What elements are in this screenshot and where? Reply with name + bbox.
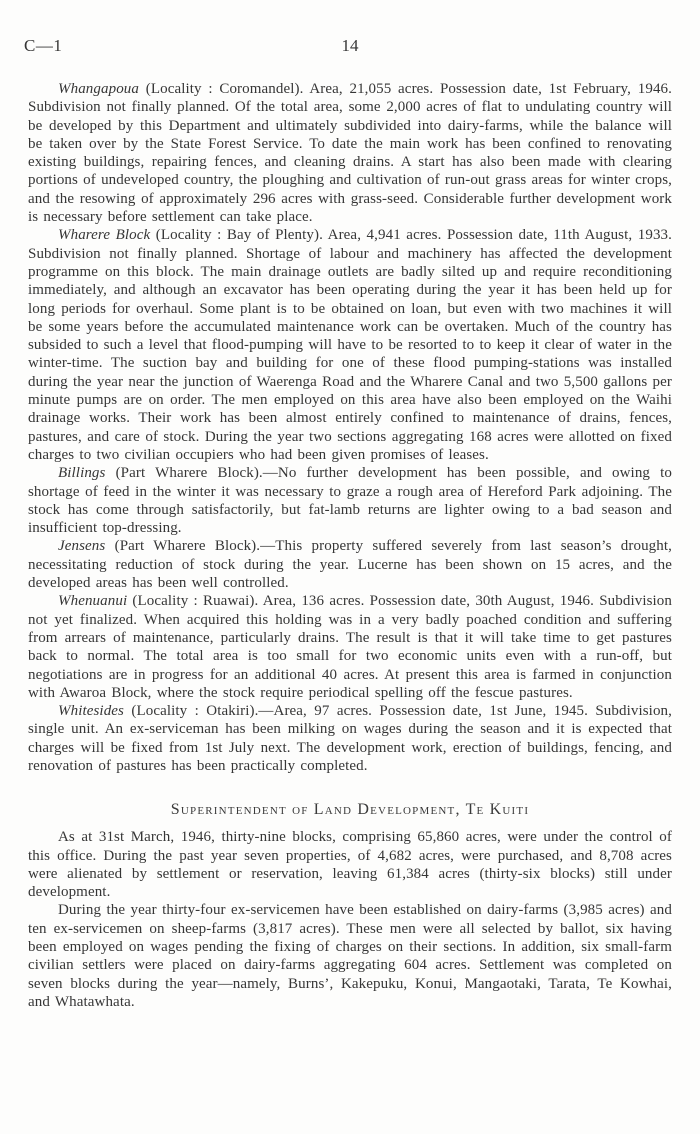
paragraph-whitesides [28, 702, 672, 775]
document-body [28, 80, 672, 1011]
paragraph-text: (Part Wharere Block).—This property suffered severely from last season’s drought, necessitating reduction of stock during the year. Lucerne has been shown on 15 acres, and the developed areas has been well controlled. [28, 538, 672, 592]
paragraph-whangapoua [28, 80, 672, 226]
paragraph-lead-italic: Jensens [58, 538, 106, 555]
paragraph-text: (Locality : Bay of Plenty). Area, 4,941 acres. Possession date, 11th August, 1933. Subdivision not finally planned. Shortage of labour and machinery has affected the development programme on this block. The main drainage outlets are badly silted up and require reconditioning immediately, and although an excavator has been operating during the year it has been held up for long periods for overhaul. Some plant is to be obtained on loan, but even with two machines it will be some years before the accumulated maintenance work can be overtaken. Much of the country has subsided to such a level that flood-pumping will have to be resorted to to keep it clear of water in the winter-time. The suction bay and building for one of these flood pumping-stations was installed during the year near the junction of Waerenga Road and the Wharere Canal and two 5,500 gallons per minute pumps are on order. The men employed on this area have also been employed on the Waihi drainage works. Their work has been almost entirely confined to maintenance of drains, fences, pastures, and care of stock. During the year two sections aggregating 168 acres were allotted on fixed charges to two civilian occupiers who had been given promises of leases. [28, 227, 672, 463]
paragraph-lead-italic: Whangapoua [58, 81, 139, 97]
paragraph-text: (Locality : Otakiri).—Area, 97 acres. Possession date, 1st June, 1945. Subdivision, single unit. An ex-serviceman has been milking on wages during the season and it is expected that charges will be fixed from 1st July next. The development work, erection of buildings, fencing, and renovation of pastures has been practically completed. [28, 703, 672, 774]
paragraph-jensens [28, 537, 672, 592]
paragraph-te-kuiti-settlement: During the year thirty-four ex-servicemen have been established on dairy-farms (3,985 acres) and ten ex-servicemen on sheep-farms (3,817 acres). These men were all selected by ballot, six having been employed on wages pending the fixing of charges on their sections. In addition, six small-farm civilian settlers were placed on dairy-farms aggregating 604 acres. Settlement was completed on seven blocks during the year—namely, Burns’, Kakepuku, Konui, Mangaotaki, Tarata, Te Kowhai, and Whatawhata. [28, 902, 672, 1010]
page-header [24, 36, 672, 60]
paragraph-whenuanui [28, 592, 672, 702]
page-number: 14 [341, 36, 359, 55]
paragraph-text: (Locality : Coromandel). Area, 21,055 acres. Possession date, 1st February, 1946. Subdivision not finally planned. Of the total area, some 2,000 acres of flat to undulating country will be developed by this Department and ultimately subdivided into dairy-farms, while the balance will be taken over by the State Forest Service. To date the main work has been confined to renovating existing buildings, repairing fences, and cleaning drains. A start has also been made with clearing portions of undeveloped country, the ploughing and cultivation of run-out grass areas for winter crops, and the resowing of approximately 296 acres with grass-seed. Considerable further development work is necessary before settlement can take place. [28, 81, 672, 226]
paragraph-te-kuiti-summary: As at 31st March, 1946, thirty-nine blocks, comprising 65,860 acres, were under the control of this office. During the past year seven properties, of 4,682 acres, were purchased, and 8,708 acres were alienated by settlement or reservation, leaving 61,384 acres (thirty-six blocks) still under development. [28, 829, 672, 901]
paragraph-wharere-block [28, 226, 672, 464]
paragraph-lead-italic: Wharere Block [58, 227, 151, 244]
section-heading-te-kuiti: Superintendent of Land Development, Te Kuiti [170, 801, 530, 819]
paragraph-lead-italic: Billings [58, 465, 106, 482]
document-reference: C—1 [24, 36, 63, 55]
paragraph-text: (Locality : Ruawai). Area, 136 acres. Possession date, 30th August, 1946. Subdivision not yet finalized. When acquired this holding was in a very badly poached condition and suffering from arrears of maintenance, particularly drains. The result is that it will take time to get pastures back to normal. The total area is too small for two economic units even with a run-off, but negotiations are in progress for an additional 40 acres. At present this area is farmed in conjunction with Awaroa Block, where the stock require periodical spelling off the fescue pastures. [28, 593, 672, 701]
paragraph-billings [28, 464, 672, 537]
paragraph-text: (Part Wharere Block).—No further development has been possible, and owing to shortage of feed in the winter it was necessary to graze a rough area of Hereford Park adjoining. The stock has come through satisfactorily, but fat-lamb returns are lighter owing to a bad season and insufficient top-dressing. [28, 465, 672, 537]
paragraph-lead-italic: Whenuanui [58, 593, 128, 610]
paragraph-lead-italic: Whitesides [58, 703, 124, 720]
